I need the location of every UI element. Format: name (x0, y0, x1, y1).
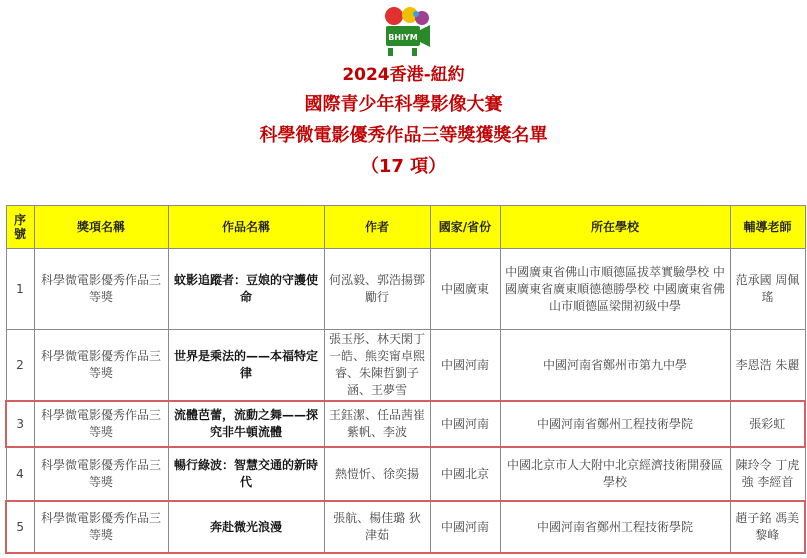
table-row (6, 401, 805, 447)
table-row (6, 330, 805, 402)
cell-title: 奔赴微光浪漫 (168, 501, 324, 553)
title-line-1: 2024香港-紐約 (342, 65, 465, 85)
cell-school: 中國河南省鄭州工程技術學院 (500, 501, 730, 553)
table-header-row (6, 206, 805, 249)
col-header-region: 國家/省份 (430, 206, 500, 249)
cell-teachers: 趙子銘 馮美 黎峰 (730, 501, 805, 553)
table-row (6, 501, 805, 553)
svg-text:BHIYM: BHIYM (388, 33, 418, 42)
title-line-3: 科學微電影優秀作品三等獎獲獎名單 (259, 125, 548, 146)
cell-no: 4 (6, 447, 34, 501)
table-row (6, 447, 805, 501)
cell-school: 中國河南省鄭州市第九中學 (500, 330, 730, 402)
col-header-school: 所在學校 (500, 206, 730, 249)
cell-region: 中國河南 (430, 401, 500, 447)
cell-title: 流體芭蕾，流動之舞——探究非牛頓流體 (168, 401, 324, 447)
cell-title: 蚊影追蹤者：豆娘的守護使命 (168, 249, 324, 330)
cell-no: 5 (6, 501, 34, 553)
cell-teachers: 范承國 周佩瑤 (730, 249, 805, 330)
cell-authors: 張玉彤、林天閑丁一皓、熊奕甯卓熙睿、朱陳哲劉子涵、王夢雪 (324, 330, 430, 402)
cell-authors: 熱愷忻、徐奕揚 (324, 447, 430, 501)
award-table (5, 205, 806, 554)
cell-title: 暢行綠波：智慧交通的新時代 (168, 447, 324, 501)
cell-school: 中國廣東省佛山市順德區拔萃實驗學校 中國廣東省廣東順德德勝學校 中國廣東省佛山市順德區梁開初級中學 (500, 249, 730, 330)
cell-no: 2 (6, 330, 34, 402)
cell-no: 3 (6, 401, 34, 447)
competition-logo (376, 6, 432, 58)
cell-teachers: 陳玲令 丁虎強 李經首 (730, 447, 805, 501)
cell-region: 中國河南 (430, 501, 500, 553)
cell-authors: 王鈺潔、任品茜崔紫帆、李波 (324, 401, 430, 447)
cell-region: 中國廣東 (430, 249, 500, 330)
cell-teachers: 李恩浩 朱麗 (730, 330, 805, 402)
col-header-no: 序號 (6, 206, 34, 249)
cell-authors: 何泓毅、郭浩揚鄧勵行 (324, 249, 430, 330)
col-header-title: 作品名稱 (168, 206, 324, 249)
col-header-award: 獎項名稱 (34, 206, 168, 249)
cell-award: 科學微電影優秀作品三等獎 (34, 249, 168, 330)
table-row (6, 249, 805, 330)
cell-award: 科學微電影優秀作品三等獎 (34, 330, 168, 402)
cell-award: 科學微電影優秀作品三等獎 (34, 401, 168, 447)
cell-region: 中國北京 (430, 447, 500, 501)
cell-school: 中國河南省鄭州工程技術學院 (500, 401, 730, 447)
cell-authors: 張航、楊佳璐 狄津茹 (324, 501, 430, 553)
title-line-2: 國際青少年科學影像大賽 (304, 94, 503, 115)
cell-school: 中國北京市人大附中北京經濟技術開發區學校 (500, 447, 730, 501)
cell-title: 世界是乘法的——本福特定律 (168, 330, 324, 402)
cell-award: 科學微電影優秀作品三等獎 (34, 447, 168, 501)
cell-no: 1 (6, 249, 34, 330)
cell-teachers: 張彩虹 (730, 401, 805, 447)
cell-award: 科學微電影優秀作品三等獎 (34, 501, 168, 553)
cell-region: 中國河南 (430, 330, 500, 402)
col-header-authors: 作者 (324, 206, 430, 249)
col-header-teachers: 輔導老師 (730, 206, 805, 249)
title-line-4: （17 項） (360, 156, 447, 177)
